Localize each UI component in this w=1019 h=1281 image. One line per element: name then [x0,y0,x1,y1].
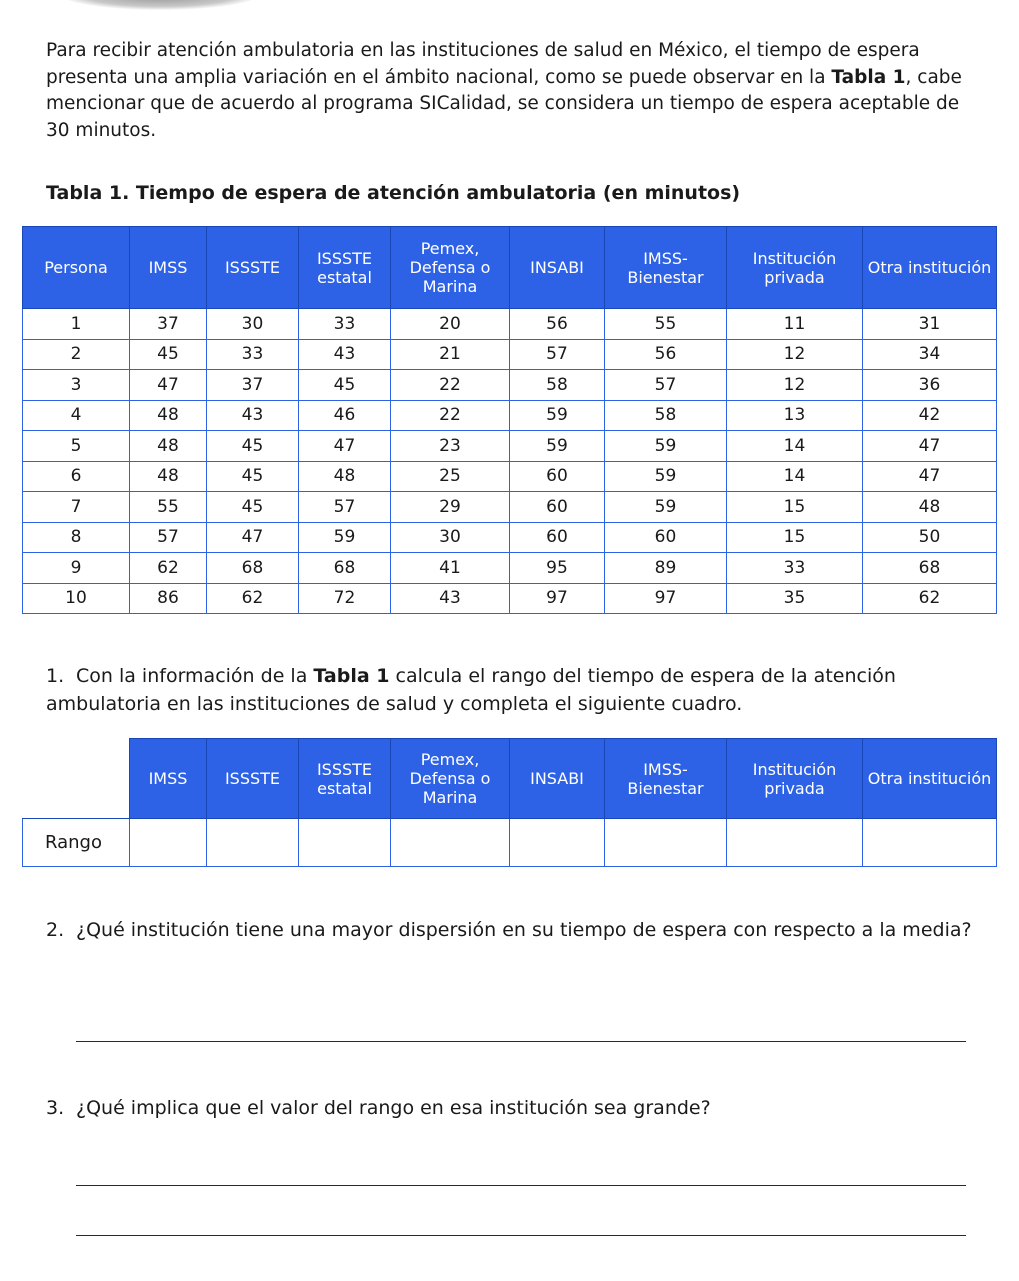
wait-time-cell: 89 [605,553,727,584]
persona-cell: 9 [23,553,130,584]
question-1-bold-ref: Tabla 1 [313,665,390,687]
wait-time-cell: 59 [605,492,727,523]
header-persona: Persona [23,227,130,309]
range-cell-pemex[interactable] [391,819,510,867]
wait-time-cell: 59 [605,431,727,462]
range-cell-institucion-privada[interactable] [727,819,863,867]
wait-time-cell: 30 [391,522,510,553]
wait-time-cell: 57 [299,492,391,523]
header-institucion-privada: Institución privada [727,227,863,309]
persona-cell: 5 [23,431,130,462]
intro-bold-ref: Tabla 1 [831,66,906,88]
persona-cell: 2 [23,339,130,370]
wait-time-cell: 41 [391,553,510,584]
wait-time-cell: 43 [207,400,299,431]
range-header-imss-bienestar: IMSS-Bienestar [605,739,727,819]
table-row [23,370,997,401]
wait-time-cell: 22 [391,400,510,431]
wait-time-cell: 95 [510,553,605,584]
wait-time-cell: 47 [863,461,997,492]
wait-time-cell: 48 [863,492,997,523]
wait-time-cell: 68 [207,553,299,584]
wait-time-cell: 48 [130,431,207,462]
table1-caption: Tabla 1. Tiempo de espera de atención ambulatoria (en minutos) [46,182,741,204]
wait-time-cell: 15 [727,522,863,553]
wait-time-cell: 33 [207,339,299,370]
wait-time-cell: 47 [207,522,299,553]
wait-time-cell: 22 [391,370,510,401]
table-row [23,522,997,553]
wait-time-cell: 62 [130,553,207,584]
question-2-number: 2. [46,919,65,941]
persona-cell: 10 [23,583,130,614]
question-1 [46,662,976,718]
wait-time-cell: 45 [207,431,299,462]
range-header-issste-estatal: ISSSTE estatal [299,739,391,819]
header-pemex: Pemex, Defensa o Marina [391,227,510,309]
wait-time-cell: 15 [727,492,863,523]
wait-time-cell: 11 [727,309,863,340]
range-header-insabi: INSABI [510,739,605,819]
wait-time-cell: 36 [863,370,997,401]
table-row [23,400,997,431]
wait-time-cell: 59 [510,431,605,462]
header-issste: ISSSTE [207,227,299,309]
persona-cell: 1 [23,309,130,340]
wait-time-cell: 48 [299,461,391,492]
wait-time-cell: 25 [391,461,510,492]
wait-time-cell: 35 [727,583,863,614]
range-header-issste: ISSSTE [207,739,299,819]
wait-time-cell: 60 [510,492,605,523]
wait-time-cell: 14 [727,461,863,492]
table-row [23,461,997,492]
range-row-label: Rango [23,819,130,867]
wait-time-cell: 23 [391,431,510,462]
wait-time-cell: 46 [299,400,391,431]
header-imss: IMSS [130,227,207,309]
table-row [23,553,997,584]
wait-time-cell: 37 [207,370,299,401]
table-row [23,309,997,340]
question-3-text: ¿Qué implica que el valor del rango en esa institución sea grande? [76,1097,711,1119]
range-header-pemex: Pemex, Defensa o Marina [391,739,510,819]
range-table [22,738,997,867]
wait-time-cell: 97 [510,583,605,614]
answer-line-q3-first[interactable] [76,1185,966,1186]
wait-time-cell: 45 [130,339,207,370]
wait-time-cell: 33 [727,553,863,584]
wait-time-cell: 59 [605,461,727,492]
wait-time-cell: 14 [727,431,863,462]
wait-time-cell: 56 [510,309,605,340]
wait-time-cell: 58 [510,370,605,401]
wait-time-cell: 57 [130,522,207,553]
wait-time-cell: 31 [863,309,997,340]
wait-time-cell: 48 [130,461,207,492]
question-3 [46,1094,976,1122]
range-cell-otra-institucion[interactable] [863,819,997,867]
wait-time-cell: 33 [299,309,391,340]
wait-time-cell: 62 [863,583,997,614]
wait-time-cell: 57 [510,339,605,370]
wait-time-cell: 21 [391,339,510,370]
wait-time-cell: 60 [510,522,605,553]
wait-time-cell: 60 [510,461,605,492]
header-insabi: INSABI [510,227,605,309]
persona-cell: 7 [23,492,130,523]
header-blank-corner [23,739,130,819]
persona-cell: 3 [23,370,130,401]
question-1-text-start: Con la información de la [76,665,314,687]
persona-cell: 6 [23,461,130,492]
wait-time-cell: 34 [863,339,997,370]
intro-text-start: Para recibir atención ambulatoria en las instituciones de salud en México, el tiempo de espera presenta una amplia variación en el ámbito nacional, como se puede observar en la [46,40,920,88]
answer-line-q3-second[interactable] [76,1235,966,1236]
wait-time-cell: 60 [605,522,727,553]
wait-time-cell: 45 [299,370,391,401]
top-shadow-decoration [60,0,260,10]
table-row [23,339,997,370]
wait-time-cell: 30 [207,309,299,340]
range-cell-imss[interactable] [130,819,207,867]
wait-time-cell: 58 [605,400,727,431]
answer-line-q2[interactable] [76,1041,966,1042]
question-1-number: 1. [46,665,65,687]
wait-time-cell: 97 [605,583,727,614]
wait-time-cell: 55 [130,492,207,523]
intro-paragraph [46,38,976,144]
table1-header-row [23,227,997,309]
wait-time-cell: 68 [299,553,391,584]
table-row [23,431,997,462]
header-imss-bienestar: IMSS-Bienestar [605,227,727,309]
question-2 [46,916,976,944]
wait-time-cell: 48 [130,400,207,431]
range-cell-issste[interactable] [207,819,299,867]
wait-time-cell: 50 [863,522,997,553]
wait-time-cell: 62 [207,583,299,614]
header-otra-institucion: Otra institución [863,227,997,309]
wait-time-cell: 47 [863,431,997,462]
question-1-text-end: calcula el rango del tiempo de espera de la atención ambulatoria en las instituciones de salud y completa el siguiente cuadro. [46,665,896,715]
wait-time-cell: 13 [727,400,863,431]
table2-header-row [23,739,997,819]
question-3-number: 3. [46,1097,65,1119]
wait-time-cell: 12 [727,370,863,401]
wait-time-cell: 68 [863,553,997,584]
question-2-text: ¿Qué institución tiene una mayor dispersión en su tiempo de espera con respecto a la media? [76,919,972,941]
intro-text-end: , cabe mencionar que de acuerdo al programa SICalidad, se considera un tiempo de espera aceptable de 30 minutos. [46,66,962,141]
wait-time-cell: 47 [130,370,207,401]
range-cell-imss-bienestar[interactable] [605,819,727,867]
wait-time-cell: 12 [727,339,863,370]
header-issste-estatal: ISSSTE estatal [299,227,391,309]
wait-time-cell: 20 [391,309,510,340]
wait-time-cell: 55 [605,309,727,340]
table-row [23,583,997,614]
wait-time-cell: 43 [391,583,510,614]
range-header-institucion-privada: Institución privada [727,739,863,819]
wait-time-cell: 37 [130,309,207,340]
wait-time-cell: 45 [207,461,299,492]
wait-time-cell: 45 [207,492,299,523]
range-row [23,819,997,867]
range-header-otra-institucion: Otra institución [863,739,997,819]
wait-time-cell: 72 [299,583,391,614]
wait-time-cell: 59 [510,400,605,431]
wait-time-cell: 86 [130,583,207,614]
wait-time-cell: 47 [299,431,391,462]
table-row [23,492,997,523]
wait-time-cell: 57 [605,370,727,401]
wait-time-cell: 43 [299,339,391,370]
range-cell-issste-estatal[interactable] [299,819,391,867]
persona-cell: 4 [23,400,130,431]
wait-time-cell: 59 [299,522,391,553]
wait-time-cell: 42 [863,400,997,431]
persona-cell: 8 [23,522,130,553]
wait-time-cell: 29 [391,492,510,523]
range-header-imss: IMSS [130,739,207,819]
wait-time-cell: 56 [605,339,727,370]
range-cell-insabi[interactable] [510,819,605,867]
wait-time-table [22,226,997,614]
